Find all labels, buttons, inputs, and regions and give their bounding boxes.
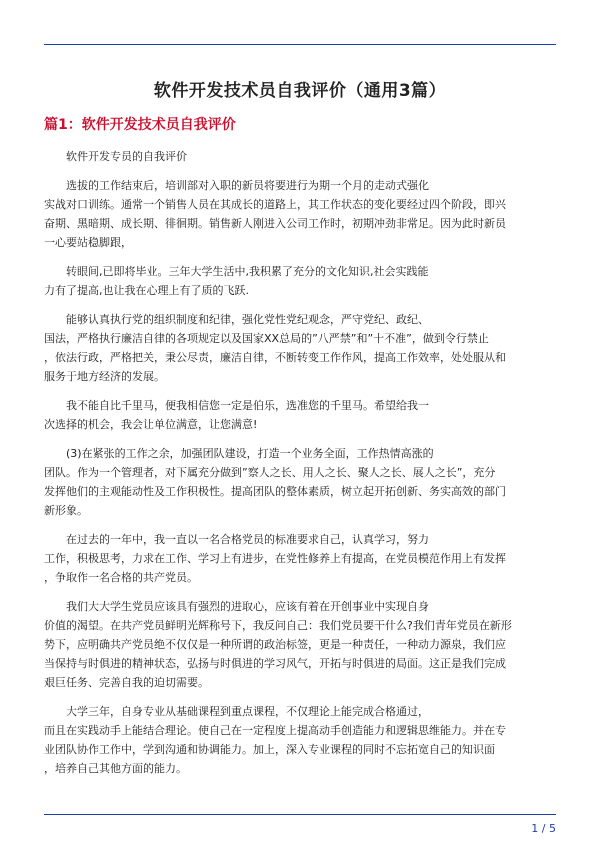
- paragraph-line: ，依法行政，严格把关，秉公尽责，廉洁自律，不断转变工作作风，提高工作效率，处处服从和: [44, 351, 506, 364]
- paragraph-line: 而且在实践动手上能结合理论。使自己在一定程度上提高动手创造能力和逻辑思维能力。并在专: [44, 724, 506, 737]
- paragraph: [44, 530, 556, 587]
- paragraph: [44, 396, 556, 434]
- paragraph-line: 软件开发专员的自我评价: [66, 150, 187, 163]
- document-body: [44, 147, 556, 788]
- paragraph-line: (3)在紧张的工作之余，加强团队建设，打造一个业务全面，工作热情高涨的: [66, 447, 434, 460]
- paragraph-line: 实战对口训练。通常一个销售人员在其成长的道路上，其工作状态的变化要经过四个阶段，即兴: [44, 198, 506, 211]
- paragraph: [44, 444, 556, 520]
- paragraph-line: 我不能自比千里马，便我相信您一定是伯乐，选准您的千里马。希望给我一: [66, 399, 429, 412]
- paragraph-line: 价值的渴望。在共产党员鲜明光辉称号下，我反问自己：我们党员要干什么?我们青年党员在新形: [44, 619, 512, 632]
- paragraph-line: 力有了提高,也让我在心理上有了质的飞跃.: [44, 284, 249, 297]
- paragraph-line: 我们大大学生党员应该具有强烈的进取心，应该有着在开创事业中实现自身: [66, 600, 429, 613]
- document-title: 软件开发技术员自我评价（通用3篇）: [153, 81, 447, 101]
- paragraph: [44, 310, 556, 386]
- paragraph-line: 转眼间,已即将毕业。三年大学生活中,我积累了充分的文化知识,社会实践能: [66, 265, 429, 278]
- paragraph-line: 当保持与时俱进的精神状态，弘扬与时俱进的学习风气，开拓与时俱进的局面。这正是我们完成: [44, 657, 506, 670]
- paragraph-line: 大学三年，自身专业从基础课程到重点课程，不仅理论上能完成合格通过，: [66, 705, 429, 718]
- paragraph-line: 次选择的机会，我会让单位满意，让您满意!: [44, 418, 258, 431]
- paragraph-line: 业团队协作工作中，学到沟通和协调能力。加上，深入专业课程的同时不忘拓宽自己的知识面: [44, 743, 495, 756]
- paragraph-line: 工作，积极思考，力求在工作、学习上有进步，在党性修养上有提高，在党员模范作用上有发挥: [44, 552, 506, 565]
- footer-rule: [44, 814, 556, 815]
- paragraph: [44, 262, 556, 300]
- paragraph: [44, 147, 556, 166]
- page-number: 1 / 5: [531, 822, 556, 835]
- paragraph-line: 势下，应明确共产党员绝不仅仅是一种所谓的政治标签，更是一种责任，一种动力源泉，我们应: [44, 638, 506, 651]
- paragraph-line: ，争取作一名合格的共产党员。: [44, 571, 198, 584]
- paragraph-line: 艰巨任务、完善自我的迫切需要。: [44, 676, 209, 689]
- paragraph: [44, 597, 556, 692]
- paragraph-line: 新形象。: [44, 504, 88, 517]
- paragraph-line: 服务于地方经济的发展。: [44, 370, 165, 383]
- section-heading: 篇1：软件开发技术员自我评价: [44, 117, 236, 133]
- paragraph-line: 奋期、黑暗期、成长期、徘徊期。销售新人刚进入公司工作时，初期冲劲非常足。因为此时新员: [44, 217, 506, 230]
- paragraph-line: 团队。作为一个管理者，对下属充分做到”察人之长、用人之长、聚人之长、展人之长”，充分: [44, 466, 496, 479]
- paragraph-line: 国法，严格执行廉洁自律的各项规定以及国家XX总局的”八严禁”和”十不准”，做到令行禁止: [44, 332, 489, 345]
- paragraph-line: ，培养自己其他方面的能力。: [44, 762, 187, 775]
- header-rule: [44, 44, 556, 45]
- paragraph-line: 能够认真执行党的组织制度和纪律，强化党性党纪观念，严守党纪、政纪、: [66, 313, 429, 326]
- paragraph: [44, 176, 556, 252]
- paragraph-line: 一心要站稳脚跟，: [44, 236, 132, 249]
- paragraph: [44, 702, 556, 778]
- paragraph-line: 选拔的工作结束后，培训部对入职的新员将要进行为期一个月的走动式强化: [66, 179, 429, 192]
- paragraph-line: 发挥他们的主观能动性及工作积极性。提高团队的整体素质，树立起开拓创新、务实高效的部门: [44, 485, 506, 498]
- paragraph-line: 在过去的一年中，我一直以一名合格党员的标准要求自己，认真学习，努力: [66, 533, 429, 546]
